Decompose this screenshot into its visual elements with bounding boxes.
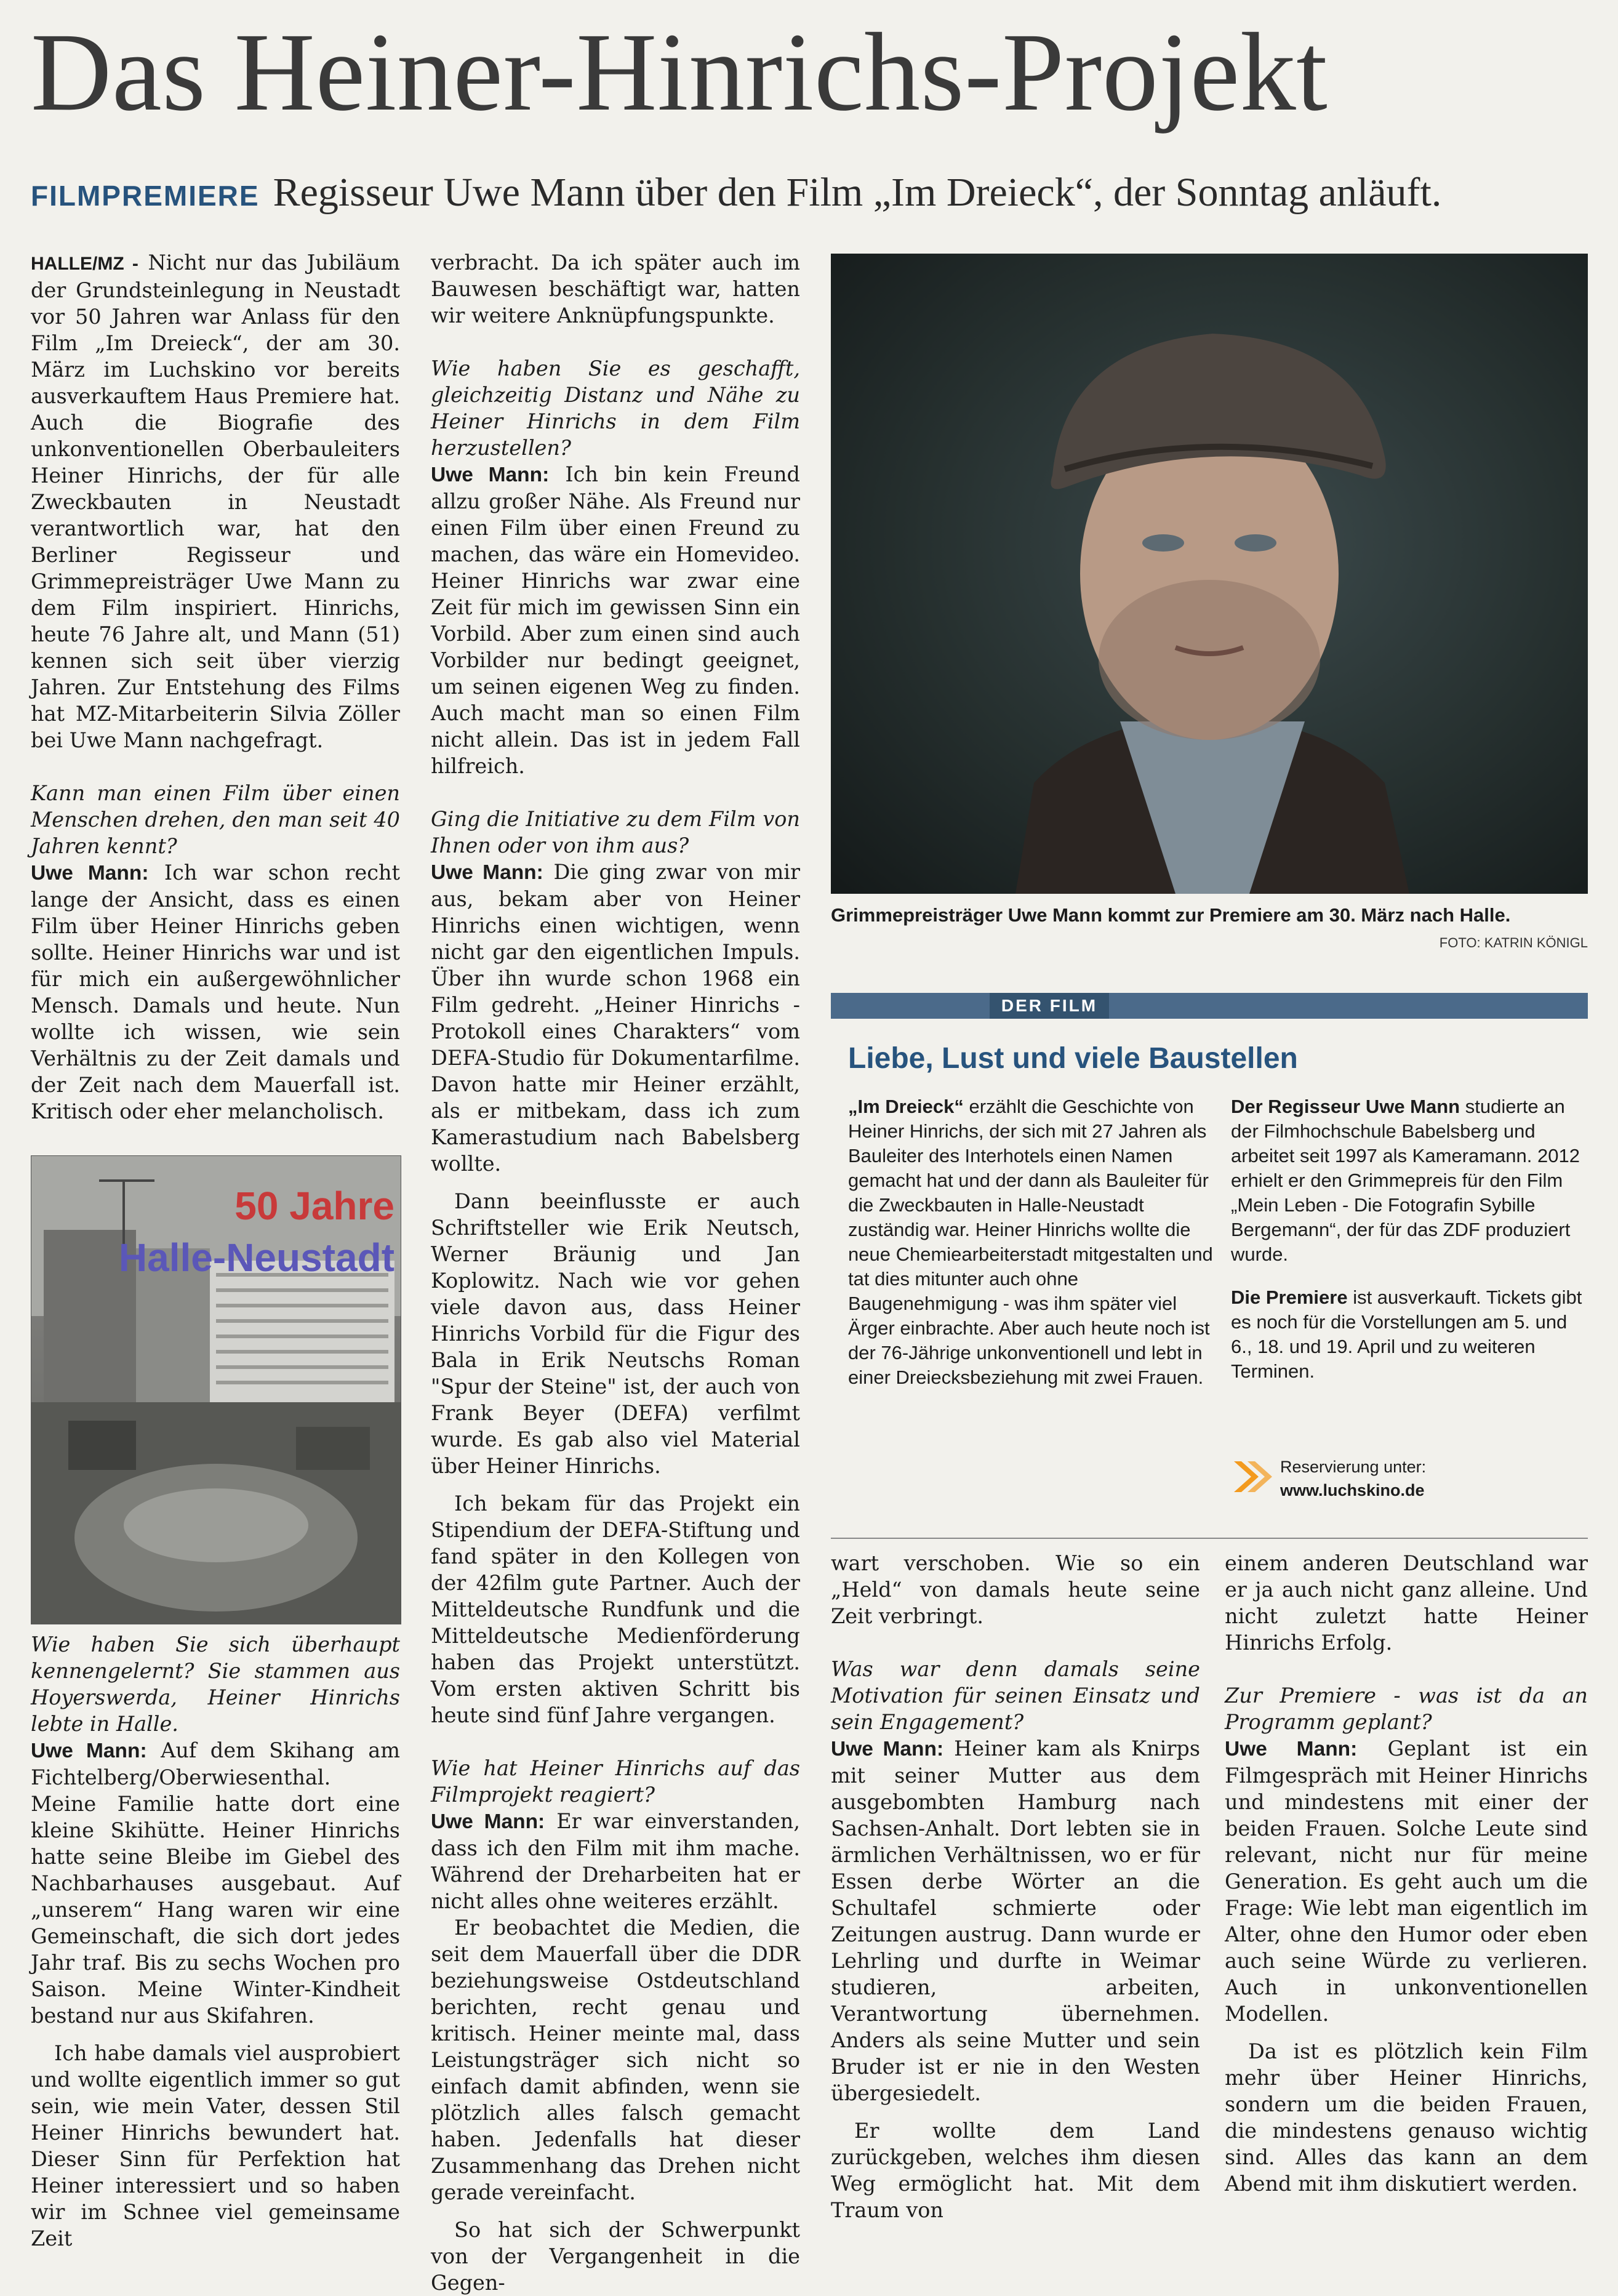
intro-text: Nicht nur das Jubiläum der Grundsteinlegung in Neustadt vor 50 Jahren war Anlass für den Film „Im Dreieck“, der am 30. März im Luchskino vor bereits ausverkauftem Haus Premiere hat. Auch die Biografie des unkonventionellen Oberbauleiters Heiner Hinrichs, der für alle Zweckbauten in Neustadt verantwortlich war, hat den Berliner Regisseur und Grimmepreisträger Uwe Mann zu dem Film inspiriert. Hinrichs, heute 76 Jahre alt, und Mann (51) kennen sich seit über vierzig Jahren. Zur Entstehung des Films hat MZ-Mitarbeiterin Silvia Zöller bei Uwe Mann nachgefragt. xyxy=(31,251,400,752)
answer: Ich war schon recht lange der Ansicht, dass es einen Film über Heiner Hinrichs geben sollte. Heiner Hinrichs war und ist für mich ein außergewöhnlicher Mensch. Damals und heute. Nun wollte ich wissen, wie sein Verhältnis zu der Zeit damals und der Zeit nach dem Mauerfall ist. Kritisch oder eher melancholisch. xyxy=(31,861,400,1123)
paragraph: wart verschoben. Wie so ein „Held“ von damals heute seine Zeit verbringt. xyxy=(831,1551,1200,1628)
halle-neustadt-image xyxy=(31,1155,401,1624)
answer: Auf dem Skihang am Fichtelberg/Oberwiesenthal. Meine Familie hatte dort eine kleine Skihütte. Heiner Hinrichs hatte seine Bleibe im Giebel des Nachbarhauses ausgebaut. Auf „unserem“ Hang waren wir eine Gemeinschaft, die sich dort jedes Jahr traf. Bis zu sechs Wochen pro Saison. Meine Winter-Kindheit bestand nur aus Skifahren. xyxy=(31,1738,401,2028)
speaker-label: Uwe Mann: xyxy=(831,1738,944,1760)
speaker-label: Uwe Mann: xyxy=(31,862,149,885)
question: Was war denn damals seine Motivation für seinen Einsatz und sein Engagement? xyxy=(831,1657,1200,1734)
hn-title-line1: 50 Jahre xyxy=(234,1184,394,1228)
box-text: erzählt die Geschichte von Heiner Hinrichs, der sich mit 27 Jahren als Bauleiter des Interhotels einen Namen gemacht hat und der dann als Bauleiter für die Zweckbauten in Halle-Neustadt zuständig war. Heiner Hinrichs wollte die neue Chemiearbeiterstadt mitgestalten und tat dies mitunter auch ohne Baugenehmigung - was ihm später viel Ärger einbrachte. Aber auch heute noch ist der 76-Jährige unkonventionell und lebt in einer Dreiecksbeziehung mit zwei Frauen. xyxy=(848,1096,1213,1388)
reservation xyxy=(1280,1455,1585,1502)
speaker-label: Uwe Mann: xyxy=(31,1740,147,1762)
photo-credit: FOTO: KATRIN KÖNIGL xyxy=(1439,935,1588,950)
question: Wie hat Heiner Hinrichs auf das Filmprojekt reagiert? xyxy=(431,1756,800,1807)
answer: Heiner kam als Knirps mit seiner Mutter aus dem ausgebombten Hamburg nach Sachsen-Anhalt. Dort lebten sie in ärmlichen Verhältnissen, wo er für Essen derbe Wörter an die Schultafel schmierte oder Zeitungen austrug. Dann wurde er Lehrling und durfte in Weimar studieren, arbeiten, Verantwortung übernehmen. Anders als seine Mutter und sein Bruder ist er nie in den Westen übergesiedelt. xyxy=(831,1736,1201,2105)
question: Ging die Initiative zu dem Film von Ihnen oder von ihm aus? xyxy=(431,807,800,857)
paragraph: verbracht. Da ich später auch im Bauwesen beschäftigt war, hatten wir weitere Anknüpfungspunkte. xyxy=(431,251,800,327)
kicker: FILMPREMIERE xyxy=(31,180,260,212)
answer: Er war einverstanden, dass ich den Film mit ihm mache. Während der Dreharbeiten hat er nicht alles ohne weiteres erzählt. xyxy=(431,1809,800,1913)
box-tag: DER FILM xyxy=(990,993,1109,1019)
subheadline-row xyxy=(31,165,1606,220)
portrait-photo xyxy=(831,254,1588,894)
box-right-column xyxy=(1231,1094,1585,1384)
paragraph: Da ist es plötzlich kein Film mehr über Heiner Hinrichs, sondern um die beiden Frauen, die mindestens genauso wichtig sind. Alles das kann an dem Abend mit ihm diskutiert werden. xyxy=(1225,2039,1588,2196)
speaker-label: Uwe Mann: xyxy=(431,1810,545,1833)
question: Zur Premiere - was ist da an Programm geplant? xyxy=(1225,1684,1588,1734)
answer: Die ging zwar von mir aus, bekam aber von Heiner Hinrichs einen wichtigen, wenn nicht gar den eigentlichen Impuls. Über ihn wurde schon 1968 ein Film gedreht. „Heiner Hinrichs - Protokoll eines Charakters“ vom DEFA-Studio für Dokumentarfilme. Davon hatte mir Heiner erzählt, als er mitbekam, dass ich zum Kamerastudium nach Babelsberg wollte. xyxy=(431,860,801,1176)
section-divider xyxy=(831,1538,1588,1539)
photo-caption: Grimmepreisträger Uwe Mann kommt zur Premiere am 30. März nach Halle. xyxy=(831,904,1511,926)
column-2 xyxy=(431,249,800,2296)
box-text: ist ausverkauft. Tickets gibt es noch für die Vorstellungen am 5. und 6., 18. und 19. April und zu weiteren Terminen. xyxy=(1231,1286,1582,1382)
paragraph: Dann beeinflusste er auch Schriftsteller wie Erik Neutsch, Werner Bräunig und Jan Koplowitz. Nach wie vor gehen viele davon aus, dass Heiner Hinrichs Vorbild für die Figur des Bala in Erik Neutschs Roman "Spur der Steine" ist, der auch von Frank Beyer (DEFA) verfilmt wurde. Es gab also viel Material über Heiner Hinrichs. xyxy=(431,1189,800,1478)
box-lead: „Im Dreieck“ xyxy=(848,1096,964,1117)
paragraph: Er beobachtet die Medien, die seit dem Mauerfall über die DDR beziehungsweise Ostdeutschland berichten, recht genau und kritisch. Heiner meinte mal, dass Leistungsträger sich nicht so einfach damit abfinden, wenn sie plötzlich alles falsch gemacht haben. Jedenfalls hat dieser Zusammenhang das Drehen nicht gerade vereinfacht. xyxy=(431,1916,800,2204)
paragraph: Ich bekam für das Projekt ein Stipendium der DEFA-Stiftung und fand später in den Kollegen von der 42film gute Partner. Auch der Mitteldeutsche Rundfunk und die Mitteldeutsche Medienförderung haben das Projekt unterstützt. Vom ersten aktiven Schritt bis heute sind fünf Jahre vergangen. xyxy=(431,1491,800,1727)
column-1 xyxy=(31,249,400,1125)
box-title: Liebe, Lust und viele Baustellen xyxy=(848,1042,1298,1075)
box-lead: Der Regisseur Uwe Mann xyxy=(1231,1096,1460,1117)
subheadline: Regisseur Uwe Mann über den Film „Im Dreieck“, der Sonntag anläuft. xyxy=(273,170,1442,215)
reservation-label: Reservierung unter: xyxy=(1280,1458,1427,1476)
speaker-label: Uwe Mann: xyxy=(431,464,550,486)
reservation-link[interactable]: www.luchskino.de xyxy=(1280,1481,1425,1499)
box-header-bar xyxy=(831,993,1588,1019)
answer: Geplant ist ein Filmgespräch mit Heiner Hinrichs und mindestens mit einer der beiden Frauen. Solche Leute sind relevant, nicht nur für meine Generation. Es geht auch um die Frage: Wie lebt man eigentlich im Alter, ohne den Humor oder eben auch seine Würde zu verlieren. Auch in unkonventionellen Modellen. xyxy=(1225,1736,1588,2026)
paragraph: So hat sich der Schwerpunkt von der Vergangenheit in die Gegen- xyxy=(431,2218,800,2295)
column-4 xyxy=(1225,1550,1588,2197)
question: Kann man einen Film über einen Menschen drehen, den man seit 40 Jahren kennt? xyxy=(31,781,400,858)
speaker-label: Uwe Mann: xyxy=(1225,1738,1358,1760)
box-left-column xyxy=(848,1094,1217,1390)
arrow-icon xyxy=(1233,1458,1276,1496)
hn-title-line2: Halle-Neustadt xyxy=(118,1235,394,1280)
portrait-graphic xyxy=(831,254,1588,894)
column-3 xyxy=(831,1550,1200,2223)
box-lead: Die Premiere xyxy=(1231,1286,1348,1308)
paragraph: einem anderen Deutschland war er ja auch nicht ganz alleine. Und nicht zuletzt hatte Heiner Hinrichs Erfolg. xyxy=(1225,1551,1588,1655)
speaker-label: Uwe Mann: xyxy=(431,861,543,884)
answer: Ich bin kein Freund allzu großer Nähe. Als Freund nur einen Film über einen Freund zu machen, das wäre ein Homevideo. Heiner Hinrichs war zwar eine Zeit für mich im gewissen Sinn ein Vorbild. Aber zum einen sind auch Vorbilder nur bedingt geeignet, um seinen eigenen Weg zu finden. Auch macht man so einen Film nicht allein. Das ist in jedem Fall hilfreich. xyxy=(431,462,800,778)
paragraph: Er wollte dem Land zurückgeben, welches ihm diesen Weg ermöglicht hat. Mit dem Traum von xyxy=(831,2119,1200,2222)
headline: Das Heiner-Hinrichs-Projekt xyxy=(31,10,1328,134)
dateline: HALLE/MZ - xyxy=(31,254,138,274)
paragraph: Ich habe damals viel ausprobiert und wollte eigentlich immer so gut sein, wie mein Vater, dessen Stil Heiner Hinrichs bewundert hat. Dieser Sinn für Perfektion hat Heiner interessiert und so haben wir im Schnee viel gemeinsame Zeit xyxy=(31,2041,400,2250)
question: Wie haben Sie sich überhaupt kennengelernt? Sie stammen aus Hoyerswerda, Heiner Hinrichs lebte in Halle. xyxy=(31,1632,400,1736)
column-1-lower xyxy=(31,1631,400,2252)
question: Wie haben Sie es geschafft, gleichzeitig Distanz und Nähe zu Heiner Hinrichs in dem Film herzustellen? xyxy=(431,356,800,460)
box-text: studierte an der Filmhochschule Babelsberg und arbeitet seit 1997 als Kameramann. 2012 erhielt er den Grimmepreis für den Film „Mein Leben - Die Fotografin Sybille Bergemann“, der für das ZDF produziert wurde. xyxy=(1231,1096,1580,1265)
